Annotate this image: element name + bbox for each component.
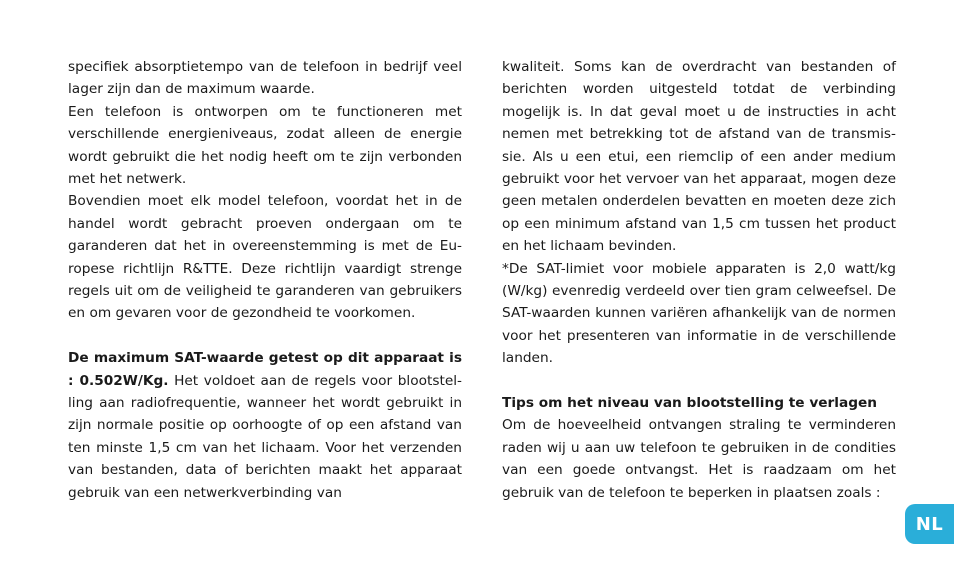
- language-badge: NL: [905, 504, 954, 544]
- paragraph: *De SAT-limiet voor mobiele apparaten is 2,0 watt/kg (W/kg) evenredig verdeeld over tien gram celweefsel. De SAT-waarden kunnen variëren afhankelijk van de normen voor het presenteren van informatie in de verschillende landen.: [502, 260, 896, 367]
- paragraph: specifiek absorptietempo van de telefoon in bedrijf veel lager zijn dan de maximum waarde.: [68, 59, 462, 98]
- paragraph: kwaliteit. Soms kan de overdracht van bestanden of berichten worden uitgesteld totdat de verbinding mogelijk is. In dat geval moet u de instructies in acht nemen met betrekking tot de afstand van de transmissie. Als u een etui, een riemclip of een ander medium gebruikt voor het vervoer van het apparaat, mogen deze geen metalen onderdelen bevatten en moeten deze zich op een minimum afstand van 1,5 cm tussen het product en het lichaam bevinden.: [502, 59, 896, 255]
- tips-heading: Tips om het niveau van blootstelling te verlagen: [502, 395, 878, 412]
- paragraph: Een telefoon is ontworpen om te functioneren met verschillende energieniveaus, zodat alleen de energie wordt gebruikt die het nodig heeft om te zijn verbonden met het netwerk.: [68, 103, 462, 188]
- sat-paragraph: [68, 347, 462, 504]
- right-column: [502, 56, 896, 504]
- sat-text: Het voldoet aan de regels voor blootstelling aan radiofrequentie, wanneer het wordt gebruikt in zijn normale positie op oorhoogte of op een afstand van ten minste 1,5 cm van het lichaam. Voor het verzenden van bestanden, data of berichten maakt het apparaat gebruik van een netwerkverbinding van: [68, 372, 462, 501]
- left-column: [68, 56, 462, 504]
- sat-heading: De maximum SAT-waarde getest op dit apparaat is : 0.502W/Kg.: [68, 350, 462, 389]
- tips-text: Om de hoeveelheid ontvangen straling te verminderen raden wij u aan uw telefoon te gebruiken in de condities van een goede ontvangst. Het is raadzaam om het gebruik van de telefoon te beperken in plaatsen zoals :: [502, 417, 896, 501]
- paragraph: Bovendien moet elk model telefoon, voordat het in de handel wordt gebracht proeven ondergaan om te garanderen dat het in overeenstemming is met de Europese richtlijn R&TTE. Deze richtlijn vaardigt strenge regels uit om de veiligheid te garanderen van gebruikers en om gevaren voor de gezondheid te voorkomen.: [68, 193, 462, 322]
